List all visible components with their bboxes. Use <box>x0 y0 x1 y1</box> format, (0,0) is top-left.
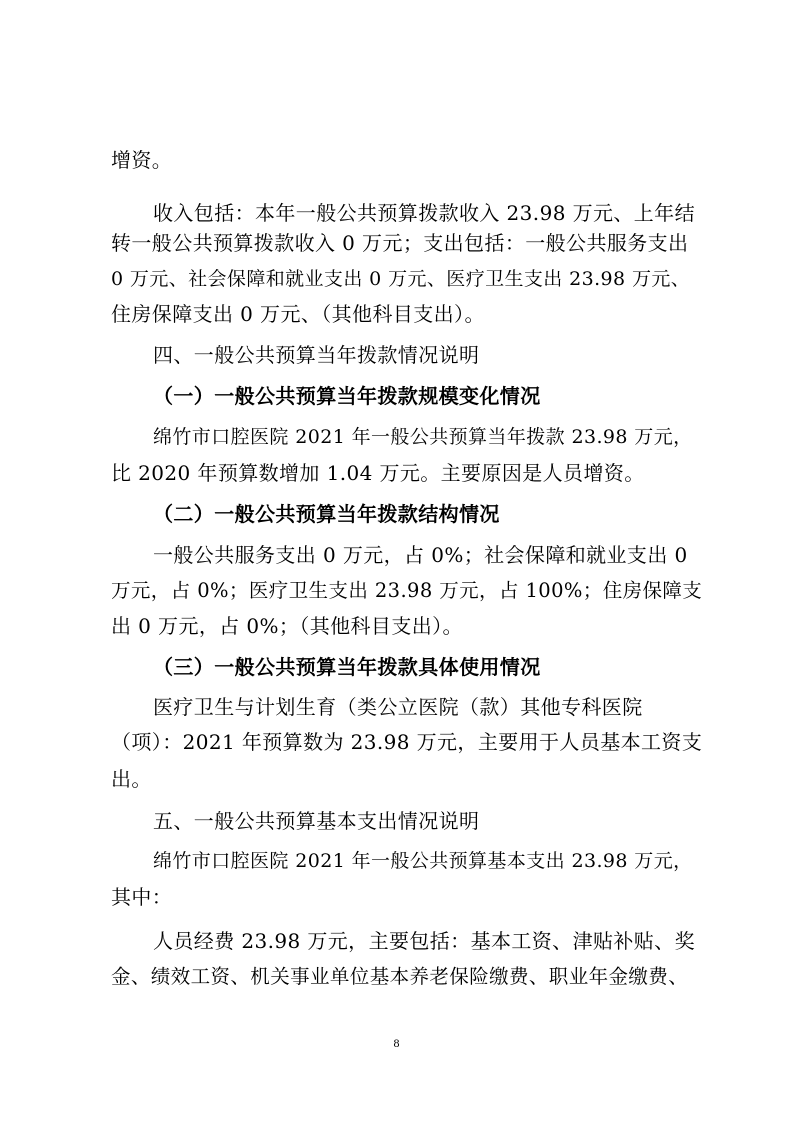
paragraph-line: （项）：2021 年预算数为 23.98 万元，主要用于人员基本工资支 <box>111 730 703 754</box>
page-number: 8 <box>393 1036 400 1050</box>
section-heading-5: 五、一般公共预算基本支出情况说明 <box>153 809 480 833</box>
paragraph-line: 金、绩效工资、机关事业单位基本养老保险缴费、职业年金缴费、 <box>111 965 689 988</box>
paragraph-line: 医疗卫生与计划生育（类公立医院（款）其他专科医院 <box>153 695 643 719</box>
paragraph-line: 出。 <box>111 767 152 791</box>
subsection-heading-2: （二）一般公共预算当年拨款结构情况 <box>153 502 500 526</box>
paragraph-line: 一般公共服务支出 0 万元，占 0%；社会保障和就业支出 0 <box>153 543 688 567</box>
section-heading-4: 四、一般公共预算当年拨款情况说明 <box>153 343 480 367</box>
paragraph-line: 人员经费 23.98 万元，主要包括：基本工资、津贴补贴、奖 <box>153 929 695 953</box>
paragraph-line: 绵竹市口腔医院 2021 年一般公共预算当年拨款 23.98 万元， <box>153 426 693 448</box>
paragraph-line: 比 2020 年预算数增加 1.04 万元。主要原因是人员增资。 <box>111 461 645 485</box>
paragraph-line: 转一般公共预算拨款收入 0 万元；支出包括：一般公共服务支出 <box>111 231 689 255</box>
subsection-heading-3: （三）一般公共预算当年拨款具体使用情况 <box>153 655 541 679</box>
paragraph-line: 住房保障支出 0 万元、（其他科目支出）。 <box>111 302 485 326</box>
subsection-heading-1: （一）一般公共预算当年拨款规模变化情况 <box>153 384 541 408</box>
paragraph-line: 其中： <box>111 885 173 909</box>
paragraph-line: 0 万元、社会保障和就业支出 0 万元、医疗卫生支出 23.98 万元、 <box>111 268 691 290</box>
paragraph-line: 收入包括：本年一般公共预算拨款收入 23.98 万元、上年结 <box>153 201 695 225</box>
paragraph-line: 出 0 万元，占 0%；（其他科目支出）。 <box>111 614 463 638</box>
paragraph-line: 绵竹市口腔医院 2021 年一般公共预算基本支出 23.98 万元， <box>153 850 693 872</box>
paragraph-line: 增资。 <box>111 148 173 172</box>
paragraph-line: 万元，占 0%；医疗卫生支出 23.98 万元，占 100%；住房保障支 <box>111 579 703 602</box>
